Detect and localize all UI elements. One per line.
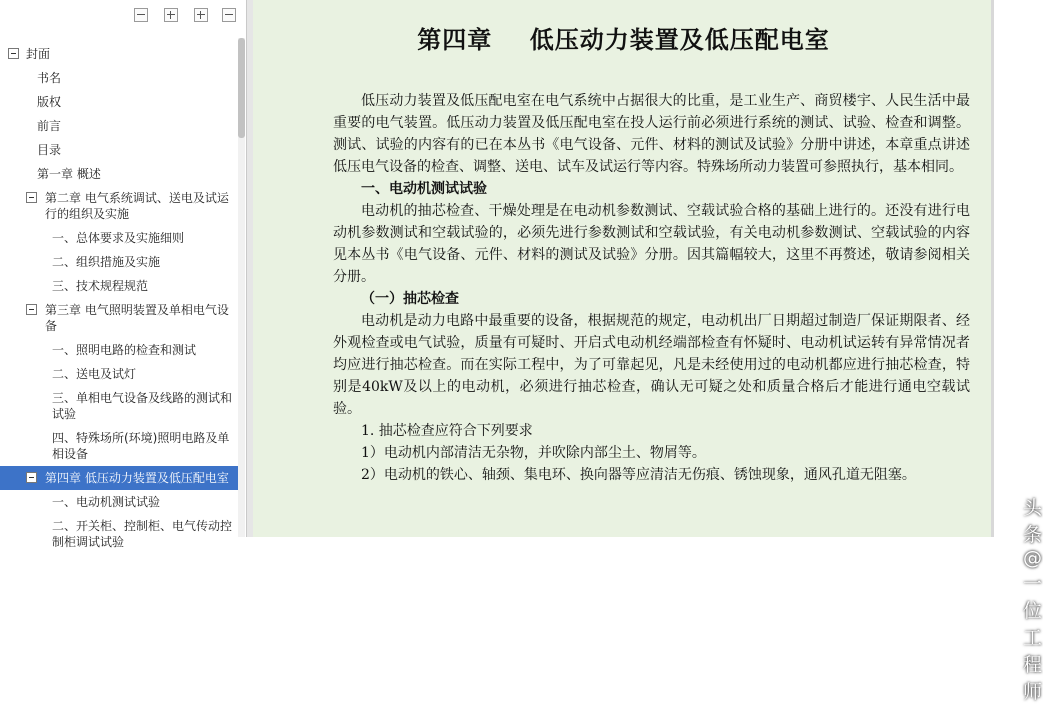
outline-item-label: 二、开关柜、控制柜、电气传动控制柜调试试验	[52, 519, 233, 549]
paragraph: 2）电动机的铁心、轴颈、集电环、换向器等应清洁无伤痕、锈蚀现象，通风孔道无阻塞。	[361, 467, 916, 483]
outline-item-label: 书名	[37, 71, 62, 85]
outline-item[interactable]	[0, 186, 238, 226]
outline-item[interactable]	[0, 226, 238, 250]
outline-item[interactable]	[0, 114, 238, 138]
outline-item-label: 三、技术规程规范	[52, 279, 149, 293]
collapse-all-icon[interactable]	[134, 8, 148, 22]
paragraph: 电动机是动力电路中最重要的设备，根据规范的规定，电动机出厂日期超过制造厂保证期限者、经外观检查或电气试验，质量有可疑时、开启式电动机经端部检查有怀疑时、电动机试运转有异常情况者均应进行抽芯检查。而在实际工程中，为了可靠起见，凡是未经使用过的电动机都应进行抽芯检查，特别是40kW及以上的电动机，必须进行抽芯检查，确认无可疑之处和质量合格后才能进行通电空载试验。	[333, 313, 970, 417]
outline-item[interactable]	[0, 274, 238, 298]
outline-item-label: 第三章 电气照明装置及单相电气设备	[45, 303, 229, 333]
outline-item[interactable]	[0, 298, 238, 338]
collapse-toggle-icon[interactable]	[26, 192, 37, 203]
collapse-icon[interactable]	[222, 8, 236, 22]
outline-item-label: 版权	[37, 95, 62, 109]
collapse-toggle-icon[interactable]	[8, 48, 19, 59]
outline-item[interactable]	[0, 42, 238, 66]
watermark: 头条 @一位工程师	[1023, 497, 1043, 703]
outline-item-label: 前言	[37, 119, 62, 133]
outline-item[interactable]	[0, 138, 238, 162]
outline-item-label: 一、总体要求及实施细则	[52, 231, 185, 245]
outline-item-label: 目录	[37, 143, 62, 157]
outline-item[interactable]	[0, 162, 238, 186]
paragraph: 低压动力装置及低压配电室在电气系统中占据很大的比重，是工业生产、商贸楼宇、人民生活中最重要的电气装置。低压动力装置及低压配电室在投人运行前必须进行系统的测试、试验、检查和调整。测试、试验的内容有的已在本丛书《电气设备、元件、材料的测试及试验》分册中讲述，本章重点讲述低压电气设备的检查、调整、送电、试车及试运行等内容。特殊场所动力装置可参照执行，基本相同。	[333, 93, 970, 175]
section-heading: 一、电动机测试试验	[361, 181, 487, 197]
outline-item-label: 第一章 概述	[37, 167, 101, 181]
paragraph: 1）电动机内部清洁无杂物，并吹除内部尘土、物屑等。	[361, 445, 706, 461]
expand-icon[interactable]	[194, 8, 208, 22]
paragraph: 1. 抽芯检查应符合下列要求	[361, 423, 533, 439]
outline-panel	[0, 0, 247, 549]
outline-item-label: 第二章 电气系统调试、送电及试运行的组织及实施	[45, 191, 229, 221]
outline-item-label: 四、特殊场所(环境)照明电路及单相设备	[52, 431, 230, 461]
outline-item[interactable]	[0, 362, 238, 386]
outline-scrollbar-thumb[interactable]	[238, 38, 245, 138]
paragraph: 电动机的抽芯检查、干燥处理是在电动机参数测试、空载试验合格的基础上进行的。还没有进行电动机参数测试和空载试验的，必须先进行参数测试和空载试验，有关电动机参数测试、空载试验的内容见本丛书《电气设备、元件、材料的测试及试验》分册。因其篇幅较大，这里不再赘述，敬请参阅相关分册。	[333, 203, 970, 285]
outline-tree	[0, 42, 238, 554]
outline-item-label: 二、组织措施及实施	[52, 255, 161, 269]
collapse-toggle-icon[interactable]	[26, 304, 37, 315]
document-scrollbar[interactable]	[991, 0, 994, 537]
outline-item[interactable]	[0, 514, 238, 554]
outline-item[interactable]	[0, 90, 238, 114]
collapse-toggle-icon[interactable]	[26, 472, 37, 483]
outline-toolbar	[132, 6, 242, 28]
outline-item-label: 一、照明电路的检查和测试	[52, 343, 197, 357]
document-body	[333, 90, 970, 486]
section-heading: （一）抽芯检查	[361, 291, 459, 307]
outline-item[interactable]	[0, 338, 238, 362]
outline-item[interactable]	[0, 490, 238, 514]
outline-item-label: 封面	[26, 47, 51, 61]
outline-item[interactable]	[0, 426, 238, 466]
outline-item[interactable]	[0, 466, 238, 490]
outline-item-label: 第四章 低压动力装置及低压配电室	[45, 471, 229, 485]
outline-item[interactable]	[0, 250, 238, 274]
outline-item-label: 二、送电及试灯	[52, 367, 137, 381]
expand-all-icon[interactable]	[164, 8, 178, 22]
chapter-title: 第四章 低压动力装置及低压配电室	[417, 26, 830, 54]
document-page	[253, 0, 1043, 703]
outline-scrollbar[interactable]	[238, 38, 245, 537]
outline-item-label: 三、单相电气设备及线路的测试和试验	[52, 391, 233, 421]
outline-item-label: 一、电动机测试试验	[52, 495, 161, 509]
outline-item[interactable]	[0, 386, 238, 426]
outline-item[interactable]	[0, 66, 238, 90]
